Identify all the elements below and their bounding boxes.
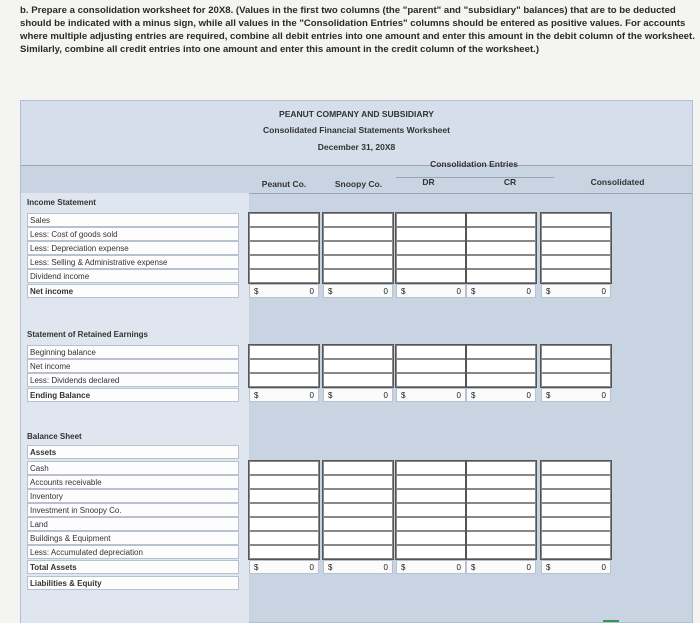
col-snoopy: Snoopy Co. [334,179,383,189]
bs-input-4-col4[interactable] [541,517,611,531]
total-value: 0 [526,287,531,296]
currency-symbol: $ [328,287,333,296]
col-cr: CR [503,177,517,187]
ending-balance-total-col3 [466,388,536,402]
bs-input-6-col2[interactable] [396,545,466,559]
total-value: 0 [456,563,461,572]
total-value: 0 [309,391,314,400]
row-label-bs-5: Buildings & Equipment [27,531,239,545]
ending-balance-total-col0 [249,388,319,402]
total-value: 0 [456,391,461,400]
bs-input-0-col3[interactable] [466,461,536,475]
row-label-ending-balance: Ending Balance [27,388,239,402]
row-label-bs-4: Land [27,517,239,531]
worksheet-title: Consolidated Financial Statements Worksheet [263,125,450,135]
row-label-re-1: Net income [27,359,239,373]
bs-input-6-col0[interactable] [249,545,319,559]
col-peanut: Peanut Co. [261,179,307,189]
currency-symbol: $ [471,563,476,572]
row-label-liabilities-equity: Liabilities & Equity [27,576,239,590]
total-value: 0 [526,563,531,572]
consolidation-worksheet [20,100,693,623]
bs-input-1-col3[interactable] [466,475,536,489]
consolidation-entries-heading: Consolidation Entries [430,159,518,169]
income-input-4-col1[interactable] [323,269,393,283]
income-input-4-col3[interactable] [466,269,536,283]
re-input-2-col4[interactable] [541,373,611,387]
income-input-3-col4[interactable] [541,255,611,269]
scroll-indicator [603,620,619,622]
income-input-3-col1[interactable] [323,255,393,269]
row-label-bs-0: Cash [27,461,239,475]
re-input-1-col1[interactable] [323,359,393,373]
section-heading-balance-sheet: Balance Sheet [27,432,82,441]
bs-input-2-col0[interactable] [249,489,319,503]
bs-input-4-col3[interactable] [466,517,536,531]
bs-input-0-col4[interactable] [541,461,611,475]
currency-symbol: $ [328,563,333,572]
income-input-0-col3[interactable] [466,213,536,227]
net-income-total-col1 [323,284,393,298]
section-heading-income-statement: Income Statement [27,198,96,207]
income-input-2-col2[interactable] [396,241,466,255]
total-value: 0 [456,287,461,296]
total-assets-total-col0 [249,560,319,574]
income-input-0-col1[interactable] [323,213,393,227]
total-value: 0 [383,391,388,400]
total-value: 0 [383,287,388,296]
income-input-2-col3[interactable] [466,241,536,255]
currency-symbol: $ [254,287,259,296]
bs-input-4-col1[interactable] [323,517,393,531]
bs-input-3-col3[interactable] [466,503,536,517]
income-input-4-col2[interactable] [396,269,466,283]
bs-input-3-col4[interactable] [541,503,611,517]
row-label-income-1: Less: Cost of goods sold [27,227,239,241]
bs-input-5-col3[interactable] [466,531,536,545]
bs-input-2-col4[interactable] [541,489,611,503]
income-input-1-col1[interactable] [323,227,393,241]
currency-symbol: $ [546,287,551,296]
col-consolidated: Consolidated [590,177,645,187]
currency-symbol: $ [401,391,406,400]
net-income-total-col0 [249,284,319,298]
bs-input-5-col1[interactable] [323,531,393,545]
ending-balance-total-col2 [396,388,466,402]
income-input-0-col0[interactable] [249,213,319,227]
re-input-0-col0[interactable] [249,345,319,359]
bs-input-5-col2[interactable] [396,531,466,545]
re-input-1-col0[interactable] [249,359,319,373]
bs-input-3-col1[interactable] [323,503,393,517]
total-assets-total-col3 [466,560,536,574]
total-value: 0 [601,563,606,572]
re-input-0-col2[interactable] [396,345,466,359]
bs-input-3-col2[interactable] [396,503,466,517]
bs-input-1-col4[interactable] [541,475,611,489]
bs-input-3-col0[interactable] [249,503,319,517]
section-heading-retained-earnings: Statement of Retained Earnings [27,330,148,339]
row-label-bs-3: Investment in Snoopy Co. [27,503,239,517]
currency-symbol: $ [254,391,259,400]
bs-input-2-col1[interactable] [323,489,393,503]
re-input-2-col1[interactable] [323,373,393,387]
net-income-total-col4 [541,284,611,298]
bs-input-5-col0[interactable] [249,531,319,545]
re-input-0-col3[interactable] [466,345,536,359]
total-value: 0 [601,287,606,296]
income-input-1-col2[interactable] [396,227,466,241]
row-label-assets: Assets [27,445,239,459]
income-input-1-col0[interactable] [249,227,319,241]
ending-balance-total-col4 [541,388,611,402]
row-label-income-0: Sales [27,213,239,227]
row-label-income-2: Less: Depreciation expense [27,241,239,255]
currency-symbol: $ [546,563,551,572]
row-label-re-2: Less: Dividends declared [27,373,239,387]
col-dr: DR [422,177,435,187]
row-label-net-income: Net income [27,284,239,298]
re-input-2-col3[interactable] [466,373,536,387]
row-label-re-0: Beginning balance [27,345,239,359]
bs-input-2-col2[interactable] [396,489,466,503]
bs-input-5-col4[interactable] [541,531,611,545]
currency-symbol: $ [328,391,333,400]
income-input-2-col1[interactable] [323,241,393,255]
income-input-2-col4[interactable] [541,241,611,255]
net-income-total-col2 [396,284,466,298]
re-input-0-col1[interactable] [323,345,393,359]
re-input-1-col2[interactable] [396,359,466,373]
bs-input-6-col3[interactable] [466,545,536,559]
re-input-1-col3[interactable] [466,359,536,373]
currency-symbol: $ [401,287,406,296]
total-assets-total-col2 [396,560,466,574]
income-input-1-col4[interactable] [541,227,611,241]
bs-input-4-col0[interactable] [249,517,319,531]
re-input-2-col2[interactable] [396,373,466,387]
currency-symbol: $ [471,391,476,400]
bs-input-1-col2[interactable] [396,475,466,489]
re-input-0-col4[interactable] [541,345,611,359]
total-value: 0 [601,391,606,400]
total-value: 0 [383,563,388,572]
ending-balance-total-col1 [323,388,393,402]
income-input-3-col0[interactable] [249,255,319,269]
bs-input-1-col0[interactable] [249,475,319,489]
income-input-0-col2[interactable] [396,213,466,227]
income-input-4-col4[interactable] [541,269,611,283]
total-assets-total-col1 [323,560,393,574]
total-value: 0 [526,391,531,400]
bs-input-0-col1[interactable] [323,461,393,475]
row-label-bs-6: Less: Accumulated depreciation [27,545,239,559]
total-assets-total-col4 [541,560,611,574]
currency-symbol: $ [401,563,406,572]
currency-symbol: $ [254,563,259,572]
bs-input-6-col4[interactable] [541,545,611,559]
bs-input-4-col2[interactable] [396,517,466,531]
currency-symbol: $ [546,391,551,400]
row-label-bs-2: Inventory [27,489,239,503]
instructions-text: b. Prepare a consolidation worksheet for 20X8. (Values in the first two columns (the "parent" and "subsidiary" balances) that are to be deducted should be indicated with a minus sign, while all values in the "Consolidation Entries" columns should be entered as positive values. For accounts where multiple adjusting entries are required, combine all debit entries into one amount and enter this amount in the debit column of the worksheet. Similarly, combine all credit entries into one amount and enter this amount in the credit column of the worksheet.) [20,5,695,55]
re-input-1-col4[interactable] [541,359,611,373]
total-value: 0 [309,287,314,296]
income-input-1-col3[interactable] [466,227,536,241]
bs-input-0-col2[interactable] [396,461,466,475]
currency-symbol: $ [471,287,476,296]
bs-input-1-col1[interactable] [323,475,393,489]
bs-input-0-col0[interactable] [249,461,319,475]
bs-input-6-col1[interactable] [323,545,393,559]
income-input-0-col4[interactable] [541,213,611,227]
income-input-2-col0[interactable] [249,241,319,255]
company-name: PEANUT COMPANY AND SUBSIDIARY [279,109,434,119]
income-input-3-col3[interactable] [466,255,536,269]
total-value: 0 [309,563,314,572]
row-label-bs-1: Accounts receivable [27,475,239,489]
re-input-2-col0[interactable] [249,373,319,387]
worksheet-date: December 31, 20X8 [317,142,396,152]
row-label-income-4: Dividend income [27,269,239,283]
row-label-income-3: Less: Selling & Administrative expense [27,255,239,269]
income-input-3-col2[interactable] [396,255,466,269]
net-income-total-col3 [466,284,536,298]
bs-input-2-col3[interactable] [466,489,536,503]
row-label-total-assets: Total Assets [27,560,239,574]
income-input-4-col0[interactable] [249,269,319,283]
